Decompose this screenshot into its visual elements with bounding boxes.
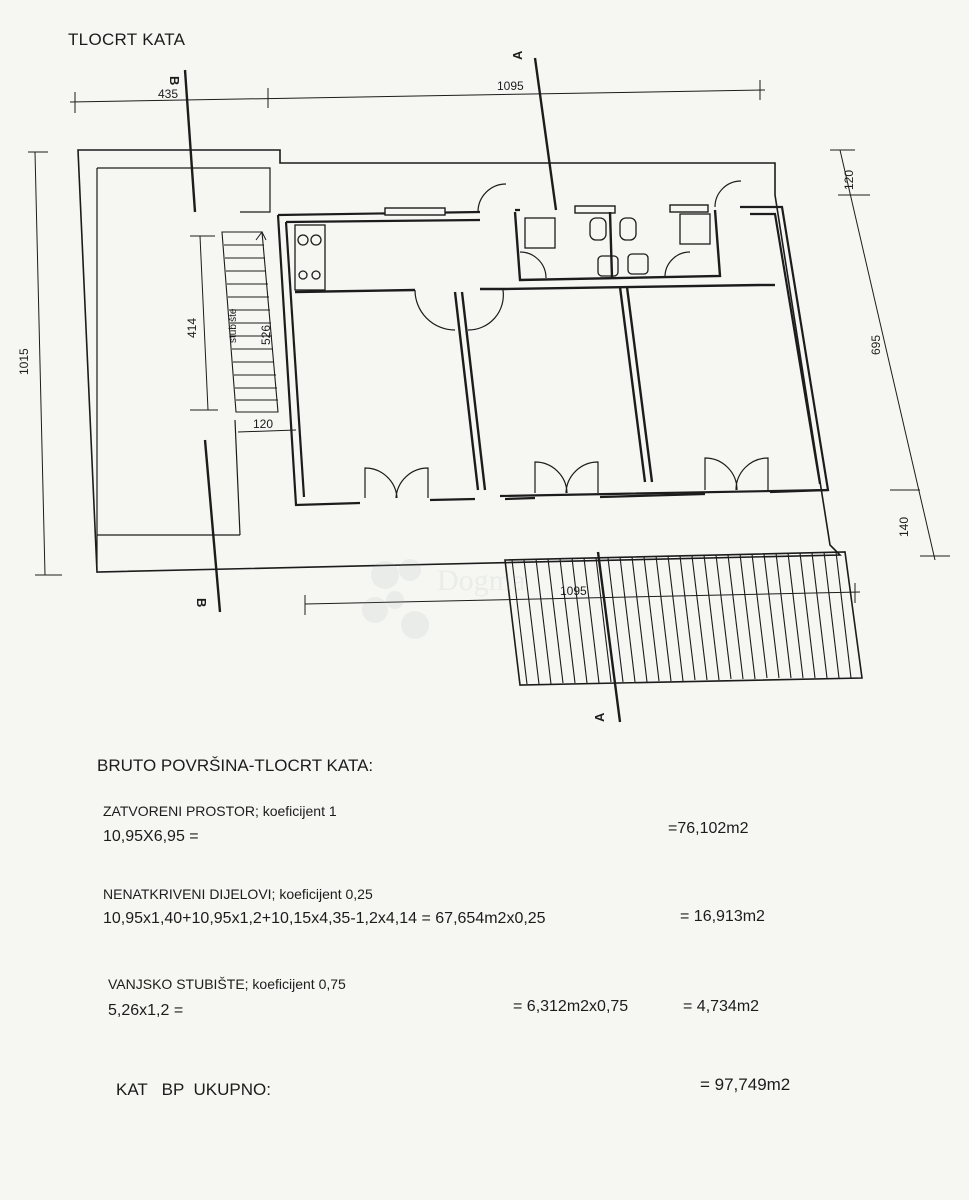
section-marker-a-bottom: A [592, 712, 607, 722]
dim-stair-width: 120 [253, 417, 274, 431]
section-marker-b-bottom: B [194, 598, 209, 608]
uncovered-parts-label: NENATKRIVENI DIJELOVI; koeficijent 0,25 [103, 886, 373, 902]
dim-stair-length: 526 [259, 324, 273, 345]
plan-title: TLOCRT KATA [68, 30, 186, 49]
watermark-logo [362, 559, 525, 639]
dim-right-middle: 695 [869, 334, 883, 355]
dim-top-right: 1095 [497, 79, 524, 93]
total-label: KAT BP UKUPNO: [116, 1080, 271, 1099]
interior-walls [295, 210, 775, 490]
uncovered-parts-formula: 10,95x1,40+10,95x1,2+10,15x4,35-1,2x4,14 = 67,654m2x0,25 [103, 910, 546, 927]
exterior-walls [278, 207, 828, 505]
uncovered-parts-result: = 16,913m2 [680, 908, 765, 925]
closed-space-result: =76,102m2 [668, 820, 749, 837]
dim-right-top: 120 [842, 169, 856, 190]
inner-slab-outline [97, 168, 270, 212]
outer-stairs-formula: 5,26x1,2 = [108, 1002, 184, 1019]
watermark-text: Dogma [437, 564, 526, 597]
dim-top-left: 435 [158, 87, 179, 101]
outer-stairs-label: VANJSKO STUBIŠTE; koeficijent 0,75 [108, 976, 346, 992]
bathroom-fixtures [525, 214, 710, 276]
section-marker-b-top: B [167, 76, 182, 86]
kitchen-stove [295, 225, 325, 290]
outer-stairs-mid: = 6,312m2x0,75 [513, 998, 629, 1015]
closed-space-label: ZATVORENI PROSTOR; koeficijent 1 [103, 803, 337, 819]
dim-terrace-width: 1095 [560, 584, 587, 598]
dim-stair-height: 414 [185, 317, 199, 338]
closed-space-formula: 10,95X6,95 = [103, 828, 199, 845]
section-marker-a-top: A [510, 50, 525, 60]
terrace-hatch [505, 552, 862, 685]
dim-left-overall: 1015 [17, 348, 31, 375]
outer-stairs-result: = 4,734m2 [683, 998, 760, 1015]
calc-heading: BRUTO POVRŠINA-TLOCRT KATA: [97, 756, 374, 775]
dim-right-bottom: 140 [897, 516, 911, 537]
dim-stair-label: stubište [228, 308, 239, 343]
total-result: = 97,749m2 [700, 1075, 791, 1094]
